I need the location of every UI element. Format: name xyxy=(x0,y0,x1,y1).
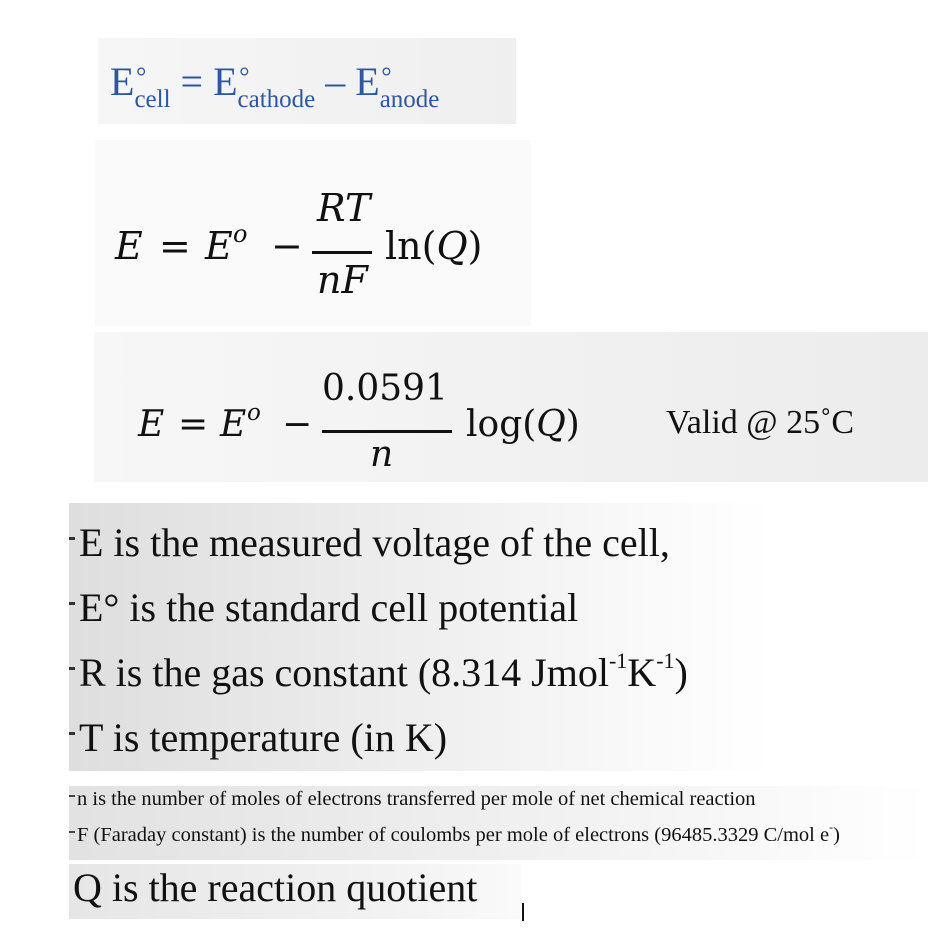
degree-mark: ° xyxy=(239,62,250,91)
definition-n: n is the number of moles of electrons transferred per mole of net chemical reaction xyxy=(69,788,756,811)
anode-subscript: anode xyxy=(379,86,440,113)
equals-sign: = xyxy=(180,59,204,104)
superscript: -1 xyxy=(608,647,628,673)
definition-e: E is the measured voltage of the cell, xyxy=(69,519,670,566)
cathode-subscript: cathode xyxy=(237,86,316,113)
fraction-denominator: n xyxy=(370,434,394,475)
equals-sign: = xyxy=(178,404,209,445)
bullet-icon xyxy=(69,732,75,735)
q-symbol: Q xyxy=(436,224,468,268)
arrow-bullet-icon xyxy=(69,831,75,833)
equals-sign: = xyxy=(159,224,191,268)
arrow-bullet-icon xyxy=(69,795,75,797)
bullet-icon xyxy=(69,602,75,605)
nernst-25c-equation xyxy=(94,332,928,482)
lhs-e: E xyxy=(115,224,143,268)
definition-q: Q is the reaction quotient xyxy=(73,865,478,910)
bullet-icon xyxy=(69,537,75,540)
nernst-equation xyxy=(95,140,531,326)
quotient-definition xyxy=(69,864,521,919)
text-cursor xyxy=(522,903,524,921)
e-cathode-symbol: E ° xyxy=(213,59,237,104)
definition-e-standard: E° is the standard cell potential xyxy=(69,584,578,631)
constant-definitions xyxy=(69,786,928,860)
fraction-bar xyxy=(312,251,372,254)
variable-definitions xyxy=(69,503,769,771)
e-standard: E xyxy=(220,404,247,445)
fraction-bar xyxy=(322,430,452,433)
fraction-numerator: 0.0591 xyxy=(322,368,448,409)
superscript: - xyxy=(829,820,834,834)
validity-note: Valid @ 25˚C xyxy=(666,404,855,441)
cell-subscript: cell xyxy=(134,86,171,113)
superscript: -1 xyxy=(656,647,675,673)
fraction-denominator: nF xyxy=(317,258,368,302)
ln-function: ln(Q) xyxy=(385,224,483,268)
definition-r: R is the gas constant (8.314 $Jmol^{-1}K^{-1}$) xyxy=(69,649,688,696)
definition-f: F (Faraday constant) is the number of coulombs per mole of electrons (96485.3329 C/mol e-) xyxy=(69,822,840,847)
log-function: log(Q) xyxy=(466,404,580,445)
minus-sign: − xyxy=(282,404,313,445)
superscript-o: o xyxy=(247,400,261,426)
degree-mark: ° xyxy=(381,62,392,91)
bullet-icon xyxy=(69,667,75,670)
lhs-e: E xyxy=(138,404,165,445)
superscript-o: o xyxy=(233,220,248,248)
cell-potential-formula xyxy=(110,52,439,118)
definition-t: T is temperature (in K) xyxy=(69,714,447,761)
cell-potential-equation xyxy=(98,38,516,124)
degree-mark: ° xyxy=(136,62,147,91)
q-symbol: Q xyxy=(536,404,566,445)
minus-sign: − xyxy=(271,224,303,268)
e-standard: E xyxy=(205,224,233,268)
fraction-numerator: RT xyxy=(317,186,371,230)
e-cell-symbol: E ° xyxy=(110,59,134,104)
e-anode-symbol: E ° xyxy=(355,59,379,104)
minus-sign: – xyxy=(325,59,346,104)
